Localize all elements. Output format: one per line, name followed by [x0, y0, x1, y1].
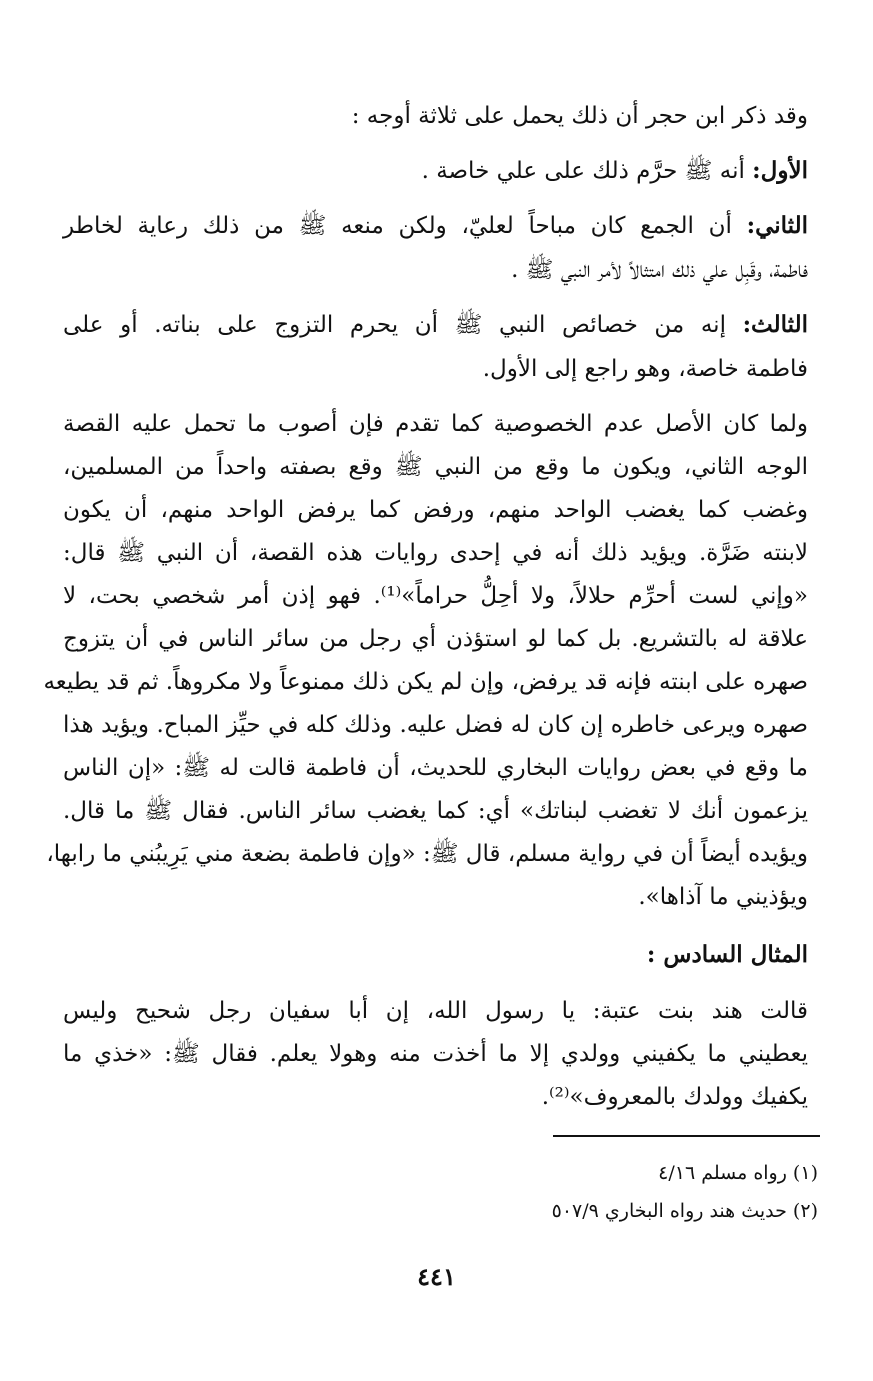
body-line: ولما كان الأصل عدم الخصوصية كما تقدم فإن أصوب ما تحمل عليه القصة [63, 411, 808, 437]
lead-first: الأول: [752, 157, 808, 184]
paragraph-second-view-line-1: الثاني: أن الجمع كان مباحاً لعليّ، ولكن منعه ﷺ من ذلك رعاية لخاطر [63, 212, 808, 239]
lead-third: الثالث: [742, 311, 808, 338]
page-number: ٤٤١ [417, 1262, 456, 1291]
paragraph-second-view-line-2: فاطمة، وقَبِل علي ذلك امتثالاً لأمر النبي ﷺ . [511, 257, 808, 283]
body-line: «وإني لست أحرِّم حلالاً، ولا أحِلُّ حراماً»⁽¹⁾. فهو إذن أمر شخصي بحت، لا [63, 583, 808, 609]
body-line: يعطيني ما يكفيني وولدي إلا ما أخذت منه وهولا يعلم. فقال ﷺ: «خذي ما [63, 1041, 808, 1067]
body-line: علاقة له بالتشريع. بل كما لو استؤذن أي رجل من سائر الناس في أن يتزوج [63, 626, 808, 652]
lead-second: الثاني: [746, 212, 808, 239]
footnote-2: (٢) حديث هند رواه البخاري ٥٠٧/٩ [551, 1200, 818, 1222]
body-line: صهره على ابنته فإنه قد يرفض، وإن لم يكن ذلك ممنوعاً ولا مكروهاً. ثم قد يطيعه [43, 669, 808, 695]
body-line: لابنته ضَرَّة. ويؤيد ذلك أنه في إحدى روايات هذه القصة، أن النبي ﷺ قال: [63, 540, 808, 566]
paragraph-first-view: الأول: أنه ﷺ حرَّم ذلك على علي خاصة . [421, 157, 808, 184]
paragraph-intro: وقد ذكر ابن حجر أن ذلك يحمل على ثلاثة أوجه : [351, 103, 808, 129]
body-line: ويؤذيني ما آذاها». [638, 884, 808, 910]
body-line: الوجه الثاني، ويكون ما وقع من النبي ﷺ وقع بصفته واحداً من المسلمين، [63, 454, 808, 480]
body-line: وغضب كما يغضب الواحد منهم، ورفض كما يرفض الواحد منهم، أن يكون [63, 497, 808, 523]
paragraph-third-view-line-2: فاطمة خاصة، وهو راجع إلى الأول. [482, 356, 808, 382]
body-line: قالت هند بنت عتبة: يا رسول الله، إن أبا سفيان رجل شحيح وليس [63, 998, 808, 1024]
body-line: صهره ويرعى خاطره إن كان له فضل عليه. وذلك كله في حيِّز المباح. ويؤيد هذا [63, 712, 808, 738]
body-line: ويؤيده أيضاً أن في رواية مسلم، قال ﷺ: «وإن فاطمة بضعة مني يَرِيبُني ما رابها، [46, 841, 808, 867]
body-line: ما وقع في بعض روايات البخاري للحديث، أن فاطمة قالت له ﷺ: «إن الناس [63, 755, 808, 781]
section-heading: المثال السادس : [646, 941, 808, 968]
body-line: يكفيك وولدك بالمعروف»⁽²⁾. [541, 1084, 808, 1110]
footnote-divider [553, 1135, 820, 1137]
body-line: يزعمون أنك لا تغضب لبناتك» أي: كما يغضب سائر الناس. فقال ﷺ ما قال. [63, 798, 808, 824]
footnote-1: (١) رواه مسلم ٤/١٦ [658, 1162, 818, 1184]
paragraph-third-view-line-1: الثالث: إنه من خصائص النبي ﷺ أن يحرم التزوج على بناته. أو على [63, 311, 808, 338]
